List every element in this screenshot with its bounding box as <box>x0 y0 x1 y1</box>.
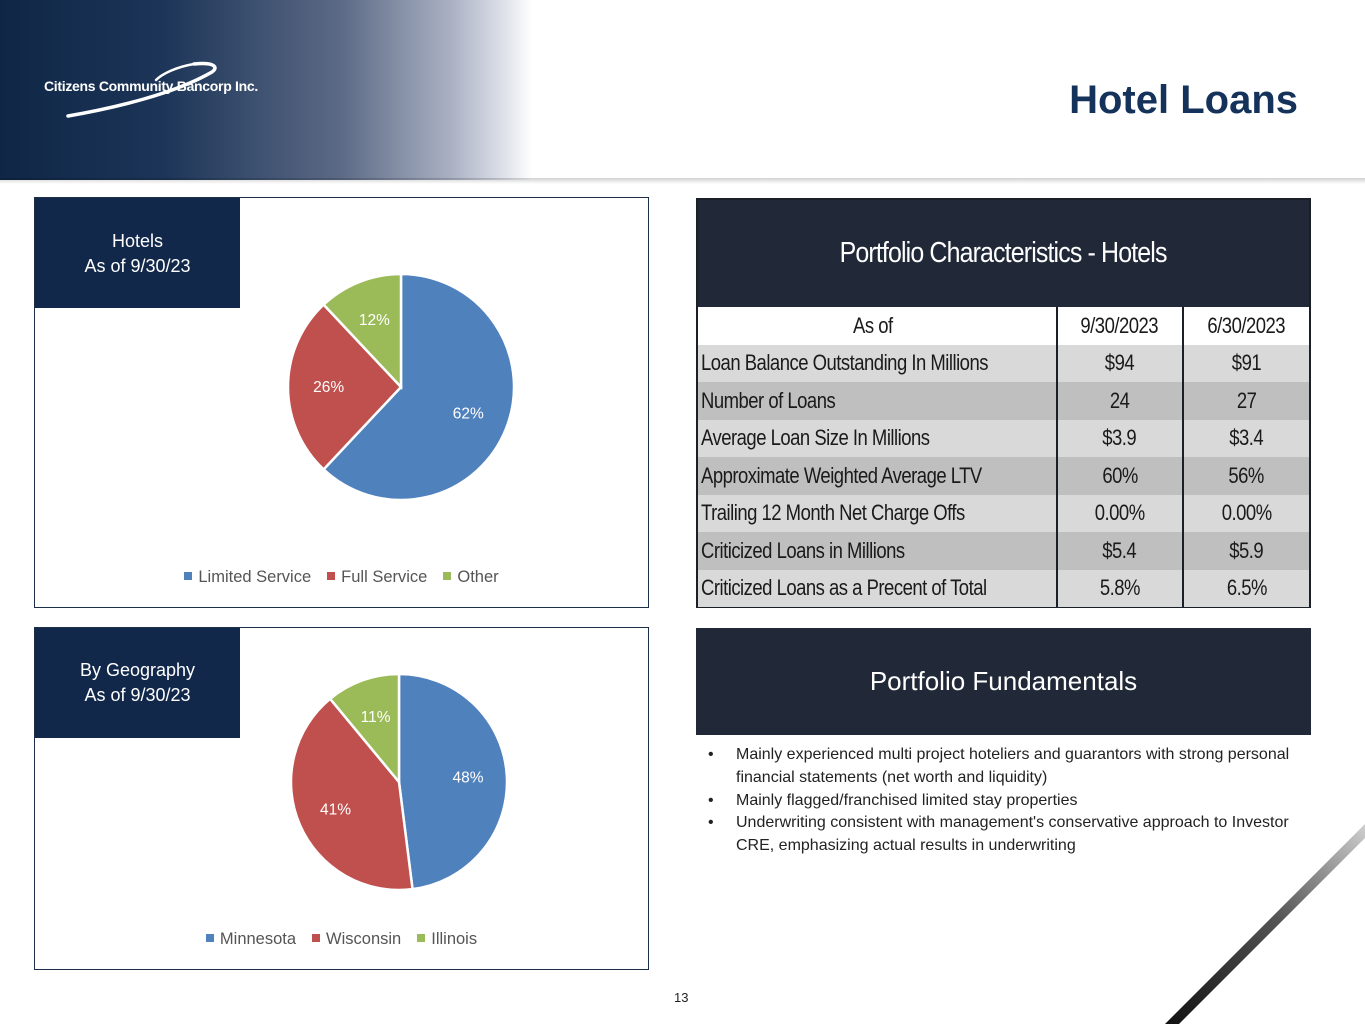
geography-legend <box>35 930 648 949</box>
bullet-icon: • <box>708 746 714 763</box>
table-cell: 0.00% <box>1057 495 1183 533</box>
row-label: Average Loan Size In Millions <box>698 420 1057 458</box>
row-label: Criticized Loans as a Precent of Total <box>698 570 1057 608</box>
company-logo <box>44 58 274 122</box>
pie-data-label-illinois: 11% <box>360 708 391 726</box>
pie-data-label-limited-service: 62% <box>452 405 484 423</box>
legend-swatch <box>184 572 192 580</box>
geography-chart-title-line-1: By Geography <box>79 660 196 680</box>
table-row <box>698 532 1309 570</box>
header-shadow <box>0 178 1365 184</box>
table-cell: $5.9 <box>1183 532 1309 570</box>
legend-label: Minnesota <box>219 930 297 948</box>
hotels-pie-chart <box>287 273 517 503</box>
geography-pie-chart <box>291 674 511 894</box>
row-label: Number of Loans <box>698 382 1057 420</box>
table-cell: $94 <box>1057 345 1183 383</box>
portfolio-characteristics-title: Portfolio Characteristics - Hotels <box>698 200 1309 307</box>
geography-chart-panel <box>34 627 649 970</box>
legend-label: Full Service <box>341 568 428 586</box>
legend-swatch <box>312 934 320 942</box>
table-row <box>698 495 1309 533</box>
table-row <box>698 570 1309 608</box>
legend-item-other <box>443 568 498 587</box>
table-cell: 60% <box>1057 457 1183 495</box>
list-item: • Mainly experienced multi project hoteliers and guarantors with strong personal financial statements (net worth and liquidity) <box>708 746 1290 786</box>
legend-swatch <box>443 572 451 580</box>
hotels-legend <box>35 568 648 587</box>
table-cell: $3.9 <box>1057 420 1183 458</box>
legend-item-illinois <box>417 930 477 949</box>
corner-decoration <box>1165 824 1365 1024</box>
hotels-chart-title-line-2: As of 9/30/23 <box>84 256 191 276</box>
bullet-icon: • <box>708 791 714 809</box>
table-cell: 6.5% <box>1183 570 1309 608</box>
table-cell: $3.4 <box>1183 420 1309 458</box>
table-cell: 0.00% <box>1183 495 1309 533</box>
table-row <box>698 457 1309 495</box>
column-header: 9/30/2023 <box>1057 307 1183 345</box>
pie-data-label-full-service: 26% <box>313 379 345 396</box>
legend-item-wisconsin <box>312 930 401 949</box>
pie-data-label-other: 12% <box>358 311 390 329</box>
pie-data-label-wisconsin: 41% <box>320 801 352 819</box>
page-number: 13 <box>674 990 689 1005</box>
legend-item-minnesota <box>206 930 296 949</box>
row-label: Criticized Loans in Millions <box>698 532 1057 570</box>
geography-chart-title-line-2: As of 9/30/23 <box>84 685 191 705</box>
table-cell: 5.8% <box>1057 570 1183 608</box>
hotels-chart-title-line-1: Hotels <box>111 231 164 251</box>
table-cell: $5.4 <box>1057 532 1183 570</box>
legend-label: Other <box>457 568 499 586</box>
table-row <box>698 382 1309 420</box>
table-header-row <box>698 307 1309 345</box>
table-cell: $91 <box>1183 345 1309 383</box>
legend-item-limited-service <box>184 568 311 587</box>
table-cell: 27 <box>1183 382 1309 420</box>
table-cell: 56% <box>1183 457 1309 495</box>
legend-label: Illinois <box>431 930 478 948</box>
legend-item-full-service <box>327 568 427 587</box>
page-title: Hotel Loans <box>1069 78 1298 122</box>
row-label: Approximate Weighted Average LTV <box>698 457 1057 495</box>
bullet-icon: • <box>708 814 714 832</box>
legend-label: Limited Service <box>198 568 312 586</box>
pie-data-label-minnesota: 48% <box>452 769 484 787</box>
legend-swatch <box>206 934 214 942</box>
company-name: Citizens Community Bancorp Inc. <box>44 78 258 94</box>
row-label: Loan Balance Outstanding In Millions <box>698 345 1057 383</box>
table-cell: 24 <box>1057 382 1183 420</box>
portfolio-characteristics-grid <box>698 307 1309 607</box>
row-label: Trailing 12 Month Net Charge Offs <box>698 495 1057 533</box>
portfolio-characteristics-table <box>696 198 1311 608</box>
column-header: 6/30/2023 <box>1183 307 1309 345</box>
portfolio-fundamentals-title: Portfolio Fundamentals <box>696 628 1311 735</box>
legend-swatch <box>327 572 335 580</box>
column-header: As of <box>698 307 1057 345</box>
legend-label: Wisconsin <box>326 930 402 948</box>
hotels-chart-panel <box>34 197 649 608</box>
list-item: • Mainly flagged/franchised limited stay properties <box>708 790 1298 813</box>
table-row <box>698 345 1309 383</box>
table-row <box>698 420 1309 458</box>
legend-swatch <box>417 934 425 942</box>
geography-chart-title <box>35 628 240 738</box>
list-item: • Underwriting consistent with management's conservative approach to Investor CRE, emphasizing actual results in underwriting <box>708 814 1289 855</box>
hotels-chart-title <box>35 198 240 308</box>
